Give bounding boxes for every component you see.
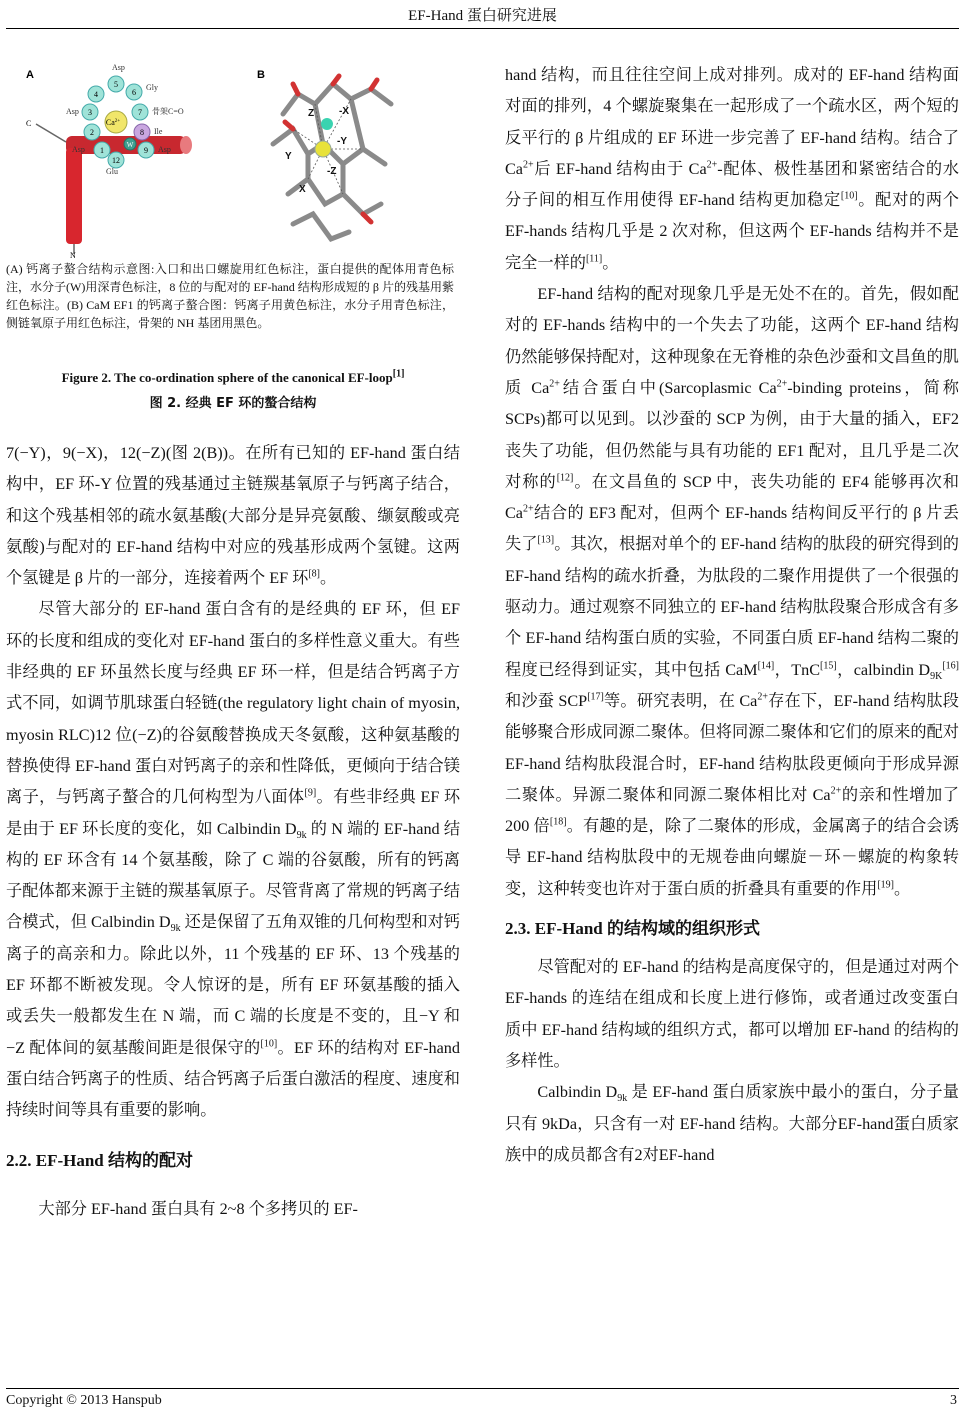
figure-panel-b: [253, 54, 403, 259]
position-number: 3: [88, 108, 92, 117]
position-number: 1: [100, 146, 104, 155]
section-heading-2-3: 2.3. EF-Hand 的结构域的组织形式: [505, 919, 761, 939]
panel-b-label: B: [257, 69, 265, 81]
svg-text:Asp: Asp: [158, 145, 171, 154]
svg-text:Y: Y: [285, 151, 292, 162]
calcium-ion: [315, 141, 331, 157]
paragraph: 尽管配对的 EF-hand 的结构是高度保守的，但是通过对两个 EF-hands 的连结在组成和长度上进行修饰，或者通过改变蛋白质中 EF-hand 结构域的组织方式，都可以增加 EF-hand 的结构的多样性。: [505, 958, 959, 1070]
page-number: 3: [950, 1393, 957, 1408]
figure-caption-english: Figure 2. The co-ordination sphere of the canonical EF-loop[1]: [61, 368, 405, 385]
entry-helix: [66, 148, 82, 254]
ligand-positions: [82, 76, 154, 168]
left-column: [6, 438, 460, 1225]
header-rule: [6, 28, 959, 29]
running-header: EF-Hand 蛋白研究进展: [408, 8, 557, 24]
right-column: [505, 60, 959, 1171]
svg-text:Glu: Glu: [106, 167, 118, 176]
water-molecule: [321, 118, 333, 130]
paragraph: 尽管大部分的 EF-hand 蛋白含有的是经典的 EF 环，但 EF 环的长度和组成的变化对 EF-hand 蛋白的多样性意义重大。有些非经典的 EF 环虽然长度与经典 EF 环一样，但是结合钙离子方式不同，如调节肌球蛋白轻链(the regulatory light chain of myosin, myosin RLC)12 位(−Z)的谷氨酸替换成天冬氨酸，这种氨基酸的替换使得 EF-hand 蛋白对钙离子的亲和性降低，更倾向于结合镁离子，与钙离子螯合的几何构型为八面体[9]。有些非经典 EF 环是由于 EF 环长度的变化，如 Calbindin $D_{9k}$ 的 N 端的 EF-hand 结构的 EF 环含有 14 个氨基酸，除了 C 端的谷氨酸，所有的钙离子配体都来源于主链的羰基氧原子。尽管背离了常规的钙离子结合模式，但 Calbindin $D_{9k}$ 还是保留了五角双锥的几何构型和对钙离子的高亲和力。除此以外，11 个残基的 EF 环、13 个残基的 EF 环都不断被发现。令人惊讶的是，所有 EF 环氨基酸的插入或丢失一般都发生在 N 端，而 C 端的长度是不变的，且−Y 和−Z 配体间的氨基酸间距是很保守的[10]。EF 环的结构对 EF-hand 蛋白结合钙离子的性质、结合钙离子后蛋白激活的程度、速度和持续时间等具有重要的影响。: [6, 600, 461, 1120]
svg-text:-Z: -Z: [327, 166, 337, 177]
figure-caption-chinese: 图 2. 经典 EF 环的螯合结构: [149, 396, 317, 411]
paragraph: 7(−Y)，9(−X)，12(−Z)(图 2(B))。在所有已知的 EF-hand 蛋白结构中，EF 环-Y 位置的残基通过主链羰基氧原子与钙离子结合，和这个残基相邻的疏水氨基酸(大部分是异亮氨酸、缬氨酸或亮氨酸)与配对的 EF-hand 结构中对应的残基形成两个氢键。这两个氢键是 β 片的一部分，连接着两个 EF 环[8]。: [6, 444, 460, 588]
paragraph: EF-hand 结构的配对现象几乎是无处不在的。首先，假如配对的 EF-hands 结构中的一个失去了功能，这两个 EF-hand 结构仍然能够保持配对，这种现象在无脊椎的杂色沙蚕和文昌鱼的肌质 $Ca^{2+}$结合蛋白中(Sarcoplasmic $Ca^{2+}$-binding proteins，简称 SCPs)都可以见到。以沙蚕的 SCP 为例，由于大量的插入，EF2 丧失了功能，但仍然能与具有功能的 EF1 配对，且几乎是二次对称的[12]。在文昌鱼的 SCP 中，丧失功能的 EF4 能够再次和 $Ca^{2+}$结合的 EF3 配对，但两个 EF-hands 结构间反平行的 β 片丢失了[13]。其次，根据对单个的 EF-hand 结构的肽段的研究得到的 EF-hand 结构的疏水折叠，为肽段的二聚作用提供了一个很强的驱动力。通过观察不同独立的 EF-hand 结构肽段聚合形成含有多个 EF-hand 结构蛋白质的实验，不同蛋白质 EF-hand 结构二聚的程度已经得到证实，其中包括 CaM[14]，TnC[15]，calbindin $D_{9K}[16]$和沙蚕 SCP[17]等。研究表明，在 $Ca^{2+}$存在下，EF-hand 结构肽段能够聚合形成同源二聚体。但将同源二聚体和它们的原来的配对 EF-hand 结构肽段混合时，EF-hand 结构肽段更倾向于形成异源二聚体。异源二聚体和同源二聚体相比对 $Ca^{2+}$的亲和性增加了 200 倍[18]。有趣的是，除了二聚体的形成，金属离子的结合会诱导 EF-hand 结构肽段中的无规卷曲向螺旋－环－螺旋的构象转变，这种转变也许对于蛋白质的折叠具有重要的作用[19]。: [505, 285, 960, 898]
position-number: 6: [132, 88, 136, 97]
paragraph: hand 结构，而且往往空间上成对排列。成对的 EF-hand 结构面对面的排列，4 个螺旋聚集在一起形成了一个疏水区，两个短的反平行的 β 片组成的 EF 环进一步完善了 EF-hand 结构。结合了 $Ca^{2+}$后 EF-hand 结构由于 $Ca^{2+}-$配体、极性基团和紧密结合的水分子间的相互作用使得 EF-hand 结构更加稳定[10]。配对的两个 EF-hands 结构几乎是 2 次对称，但这两个 EF-hands 结构并不是完全一样的[11]。: [505, 66, 959, 272]
paragraph: 大部分 EF-hand 蛋白具有 2~8 个多拷贝的 EF-: [38, 1199, 358, 1218]
svg-text:Asp: Asp: [72, 145, 85, 154]
water-label: W: [126, 141, 134, 149]
figure-2: [6, 54, 460, 424]
figure-panel-a: [6, 54, 226, 259]
footer-rule: [6, 1388, 959, 1389]
svg-text:Asp: Asp: [112, 63, 125, 72]
svg-text:骨架C=O: 骨架C=O: [152, 107, 184, 116]
copyright: Copyright © 2013 Hanspub: [6, 1393, 162, 1408]
c-terminus-label: C: [26, 119, 32, 128]
section-heading-2-2: 2.2. EF-Hand 结构的配对: [6, 1150, 194, 1170]
panel-a-label: A: [26, 69, 34, 81]
svg-text:Ile: Ile: [154, 127, 163, 136]
position-number: 7: [138, 108, 142, 117]
svg-text:X: X: [299, 184, 306, 195]
svg-text:Asp: Asp: [66, 107, 79, 116]
svg-text:Gly: Gly: [146, 83, 158, 92]
figure-caption-detail: (A) 钙离子螯合结构示意图:入口和出口螺旋用红色标注，蛋白提供的配体用青色标注，水分子(W)用深青色标注，8 位的与配对的 EF-hand 结构形成短的 β 片的残基用紫红色标注。(B) CaM EF1 的钙离子螯合图：钙离子用黄色标注，水分子用青色标注，侧链氧原子用红色标注，骨架的 NH 基团用黑色。: [6, 262, 454, 330]
svg-text:-X: -X: [339, 106, 349, 117]
position-number: 4: [94, 90, 98, 99]
calcium-label: $Ca^{2+}$: [105, 118, 121, 127]
position-number: 5: [114, 80, 118, 89]
svg-text:Z: Z: [308, 108, 315, 119]
position-number: 12: [112, 156, 120, 165]
n-terminus-label: N: [70, 251, 76, 259]
position-number: 2: [90, 128, 94, 137]
svg-text:-Y: -Y: [337, 136, 347, 147]
position-number: 8: [140, 128, 144, 137]
paragraph: Calbindin $D_{9k}$ 是 EF-hand 蛋白质家族中最小的蛋白，分子量只有 9kDa，只含有一对 EF-hand 结构。大部分EF-hand蛋白质家族中的成员都含有2对EF-hand: [505, 1083, 959, 1164]
position-number: 9: [144, 146, 148, 155]
